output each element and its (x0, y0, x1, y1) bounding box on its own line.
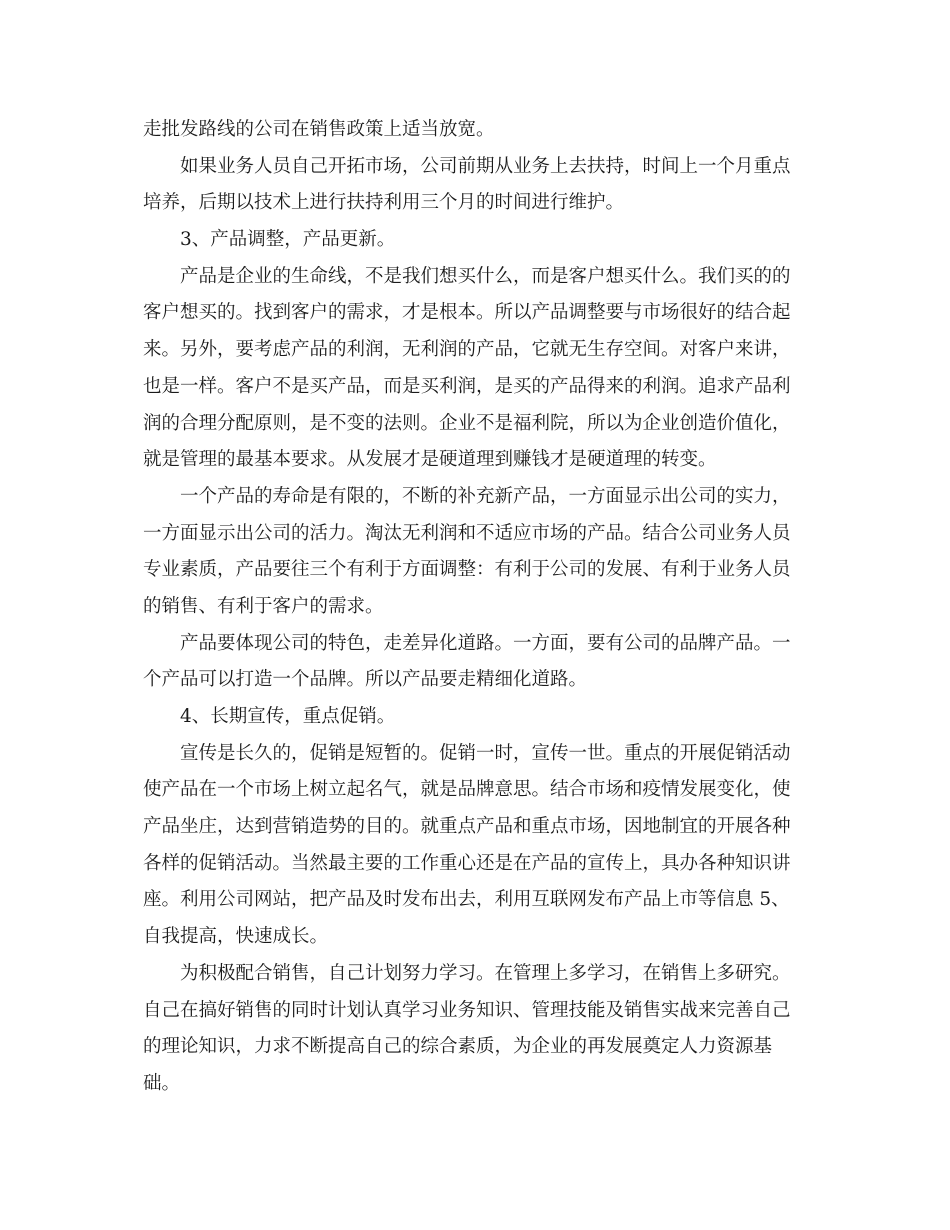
text-line: 就是管理的最基本要求。从发展才是硬道理到赚钱才是硬道理的转变。 (143, 449, 717, 471)
text-line: 的销售、有利于客户的需求。 (143, 595, 384, 617)
text-line: 使产品在一个市场上树立起名气，就是品牌意思。结合市场和疫情发展变化，使 (143, 779, 791, 801)
text-line: 一个产品的寿命是有限的，不断的补充新产品，一方面显示出公司的实力， (180, 485, 791, 507)
text-line: 产品是企业的生命线，不是我们想买什么，而是客户想买什么。我们买的的 (180, 265, 791, 287)
text-line: 个产品可以打造一个品牌。所以产品要走精细化道路。 (143, 669, 588, 691)
text-line: 产品要体现公司的特色，走差异化道路。一方面，要有公司的品牌产品。一 (180, 632, 791, 654)
text-line: 也是一样。客户不是买产品，而是买利润，是买的产品得来的利润。追求产品利 (143, 375, 791, 397)
text-line: 的理论知识，力求不断提高自己的综合素质，为企业的再发展奠定人力资源基 (143, 1036, 773, 1058)
text-line: 来。另外，要考虑产品的利润，无利润的产品，它就无生存空间。对客户来讲， (143, 339, 791, 361)
paragraph-2 (143, 149, 807, 222)
section-heading-4 (143, 699, 807, 736)
text-line: 走批发路线的公司在销售政策上适当放宽。 (143, 119, 495, 140)
section-heading-3 (143, 222, 807, 259)
text-line: 专业素质，产品要往三个有利于方面调整：有利于公司的发展、有利于业务人员 (143, 559, 791, 581)
paragraph-1 (143, 112, 807, 149)
text-line: 一方面显示出公司的活力。淘汰无利润和不适应市场的产品。结合公司业务人员 (143, 522, 791, 544)
text-line: 3、产品调整，产品更新。 (180, 229, 396, 251)
text-line: 润的合理分配原则，是不变的法则。企业不是福利院，所以为企业创造价值化， (143, 412, 791, 434)
text-line: 4、长期宣传，重点促销。 (180, 706, 396, 727)
text-line: 础。 (143, 1072, 181, 1094)
paragraph-9 (143, 956, 807, 1103)
text-line: 为积极配合销售，自己计划努力学习。在管理上多学习，在销售上多研究。 (180, 962, 791, 984)
text-line: 各样的促销活动。当然最主要的工作重心还是在产品的宣传上，具办各种知识讲 (143, 852, 791, 874)
paragraph-4 (143, 259, 807, 479)
text-line: 客户想买的。找到客户的需求，才是根本。所以产品调整要与市场很好的结合起 (143, 302, 791, 324)
text-line: 产品坐庄，达到营销造势的目的。就重点产品和重点市场，因地制宜的开展各种 (143, 816, 791, 838)
document-page (143, 112, 807, 1103)
text-line: 宣传是长久的，促销是短暂的。促销一时，宣传一世。重点的开展促销活动 (180, 742, 791, 764)
text-line: 培养，后期以技术上进行扶持利用三个月的时间进行维护。 (143, 192, 625, 214)
paragraph-8 (143, 736, 807, 956)
text-line: 座。利用公司网站，把产品及时发布出去，利用互联网发布产品上市等信息 5、 (143, 889, 790, 911)
text-line: 自我提高，快速成长。 (143, 926, 329, 948)
text-line: 如果业务人员自己开拓市场，公司前期从业务上去扶持，时间上一个月重点 (180, 155, 791, 177)
paragraph-5 (143, 479, 807, 626)
paragraph-6 (143, 626, 807, 699)
text-line: 自己在搞好销售的同时计划认真学习业务知识、管理技能及销售实战来完善自己 (143, 999, 791, 1021)
